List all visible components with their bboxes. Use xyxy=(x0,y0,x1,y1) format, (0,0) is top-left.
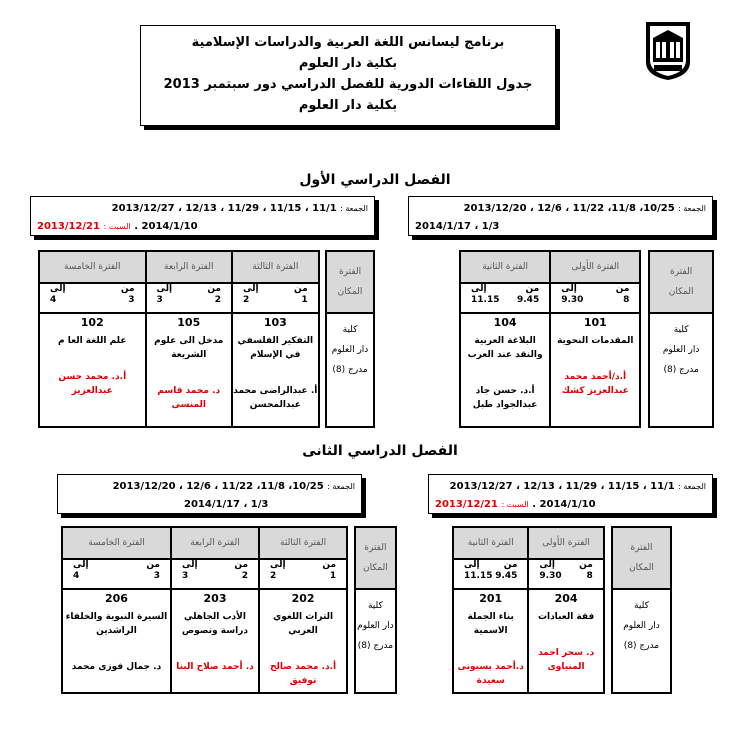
document-header xyxy=(140,25,556,126)
period-head: الفترة الثانية xyxy=(453,527,528,559)
course-cell: 201 بناء الجملة الاسمية د.أحمد يسيونى سعيدة xyxy=(453,589,528,693)
friday-dates: 10/25، 11/8، 11/22 ، 12/6 ، 2013/12/20 xyxy=(112,481,324,492)
period-time: من إلى 9.45 11.15 xyxy=(453,559,528,589)
friday-label: الجمعة : xyxy=(678,204,706,213)
header-line-3: جدول اللقاءات الدورية للفصل الدراسي دور سبتمبر 2013 xyxy=(163,77,533,92)
period-head: الفترة الثانية xyxy=(460,251,550,283)
place-header: الفترة المكان xyxy=(612,527,671,589)
location-cell: كلية دار العلوم مدرج (8) xyxy=(326,313,374,427)
saturday-label: السبت : xyxy=(103,222,131,231)
friday-label: الجمعة : xyxy=(340,204,368,213)
location-cell: كلية دار العلوم مدرج (8) xyxy=(649,313,713,427)
header-line-2: بكلية دار العلوم xyxy=(298,56,398,71)
friday-dates-2: 2014/1/10 . xyxy=(532,499,596,510)
period-head: الفترة الثالثة xyxy=(259,527,347,559)
place-header: الفترة المكان xyxy=(326,251,374,313)
place-header: الفترة المكان xyxy=(355,527,396,589)
university-logo xyxy=(642,18,694,82)
course-cell: 104 البلاغة العربية والنقد عند العرب أ.د. حسن جاد عبدالجواد طبل xyxy=(460,313,550,427)
course-cell: 202 التراث اللغوي العربي أ.د. محمد صالح توفيق xyxy=(259,589,347,693)
friday-label: الجمعة : xyxy=(678,482,706,491)
semester1-right-table xyxy=(459,250,714,428)
period-time: من إلى 9.45 11.15 xyxy=(460,283,550,313)
semester2-left-table xyxy=(61,526,397,694)
period-time: من إلى 8 9.30 xyxy=(528,559,603,589)
period-head: الفترة الخامسة xyxy=(39,251,146,283)
semester1-title: الفصل الدراسي الأول xyxy=(299,172,451,188)
period-time: من إلى 3 4 xyxy=(62,559,171,589)
friday-dates: 10/25، 11/8، 11/22 ، 12/6 ، 2013/12/20 xyxy=(463,203,675,214)
period-head: الفترة الرابعة xyxy=(171,527,259,559)
period-head: الفترة الخامسة xyxy=(62,527,171,559)
course-cell: 101 المقدمات النحوية أ.د/أحمد محمد عبدالعزيز كشك xyxy=(550,313,640,427)
friday-dates: 11/1 ، 11/15 ، 11/29 ، 12/13 ، 2013/12/27 xyxy=(111,203,337,214)
semester1-friday-dates xyxy=(408,196,713,236)
course-cell: 102 علم اللغة العا م أ.د. محمد حسن عبدالعزيز xyxy=(39,313,146,427)
period-head: الفترة الأولى xyxy=(550,251,640,283)
friday-dates-2: 1/3 ، 2014/1/17 xyxy=(184,499,269,510)
period-time: من إلى 3 4 xyxy=(39,283,146,313)
course-cell: 103 التفكير الفلسفي في الإسلام أ. عبدالراضى محمد عبدالمحسن xyxy=(232,313,319,427)
period-time: من إلى 8 9.30 xyxy=(550,283,640,313)
semester1-left-table xyxy=(38,250,375,428)
friday-dates-2: 2014/1/10 . xyxy=(134,221,198,232)
saturday-label: السبت : xyxy=(501,500,529,509)
location-cell: كلية دار العلوم مدرج (8) xyxy=(355,589,396,693)
semester2-right-table xyxy=(452,526,672,694)
friday-label: الجمعة : xyxy=(327,482,355,491)
location-cell: كلية دار العلوم مدرج (8) xyxy=(612,589,671,693)
saturday-date: 2013/12/21 xyxy=(435,499,498,510)
header-line-1: برنامج ليسانس اللغة العربية والدراسات الإسلامية xyxy=(191,35,505,50)
period-time: من إلى 2 3 xyxy=(146,283,232,313)
friday-dates-2: 1/3 ، 2014/1/17 xyxy=(415,221,500,232)
saturday-date: 2013/12/21 xyxy=(37,221,100,232)
course-cell: 105 مدخل الى علوم الشريعة د. محمد قاسم المنسى xyxy=(146,313,232,427)
course-cell: 203 الأدب الجاهلي دراسة ونصوص د. أحمد صلاح البنا xyxy=(171,589,259,693)
period-head: الفترة الأولى xyxy=(528,527,603,559)
semester2-left-dates xyxy=(57,474,362,514)
course-cell: 204 فقة العبادات د. سحر احمد المنياوى xyxy=(528,589,603,693)
semester1-saturday-dates xyxy=(30,196,375,236)
period-time: من إلى 1 2 xyxy=(232,283,319,313)
semester2-title: الفصل الدراسي الثانى xyxy=(302,443,458,459)
period-time: من إلى 2 3 xyxy=(171,559,259,589)
header-line-4: بكلية دار العلوم xyxy=(298,98,398,113)
friday-dates: 11/1 ، 11/15 ، 11/29 ، 12/13 ، 2013/12/27 xyxy=(449,481,675,492)
period-time: من إلى 1 2 xyxy=(259,559,347,589)
university-seal-icon xyxy=(642,18,694,82)
period-head: الفترة الرابعة xyxy=(146,251,232,283)
course-cell: 206 السيرة النبوية والخلفاء الراشدين د. جمال فوزى محمد xyxy=(62,589,171,693)
place-header: الفترة المكان xyxy=(649,251,713,313)
semester2-right-dates xyxy=(428,474,713,514)
period-head: الفترة الثالثة xyxy=(232,251,319,283)
